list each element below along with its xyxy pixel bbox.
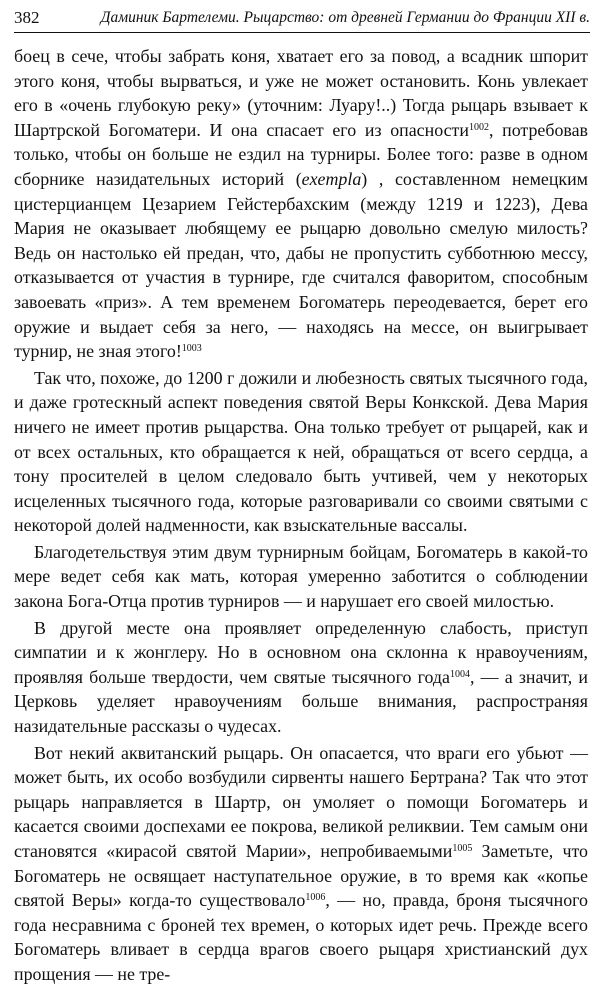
running-title: Даминик Бартелеми. Рыцарство: от древней Германии до Франции XII в. <box>100 9 590 26</box>
paragraph <box>14 540 588 614</box>
footnote-ref: 1006 <box>305 892 326 904</box>
body-text <box>14 44 588 989</box>
page-number: 382 <box>14 8 40 27</box>
italic-term: exempla <box>301 168 362 189</box>
text-run: боец в сече, чтобы забрать коня, хватает его за повод, а всадник шпорит этого коня, чтобы вырваться, и уже не может остановить. Конь увлекает его в «очень глубокую реку» (уточним: Луару!..) Тогда рыцарь взывает к Шартрской Богоматери. И она спасает его из опасности <box>14 46 588 140</box>
text-run: В другой месте она проявляет определенную слабость, приступ симпатии и к жонглеру. Но в основном она склонна к нравоучениям, проявляя больше твердости, чем святые тысячного года <box>14 617 588 687</box>
footnote-ref: 1004 <box>449 668 470 680</box>
footnote-ref: 1005 <box>452 843 473 854</box>
paragraph <box>14 616 588 739</box>
text-run: Заметьте, что Богоматерь не освящает наступательное оружие, в то время как «копье святой Веры» когда-то существовало <box>14 841 588 911</box>
page-header <box>14 6 590 33</box>
text-run: Так что, похоже, до 1200 г дожили и любезность святых тысячного года, и даже гротескный аспект поведения святой Веры Конкской. Дева Мария ничего не имеет против рыцарства. Она только требует от рыцарей, как и от всех остальных, кто обращается к ней, обращаться от всего сердца, а тону просителей в целом следовало быть учтивей, чем у некоторых исцеленных тысячного года, которые разговаривали со своими святыми с некоторой долей надменности, как взыскательные вассалы. <box>14 367 588 536</box>
footnote-ref: 1003 <box>181 343 202 355</box>
text-run: Вот некий аквитанский рыцарь. Он опасается, что враги его убьют — может быть, их особо возбудили сирвенты нашего Бертрана? Так что этот рыцарь направляется в Шартр, он умоляет о помощи Богоматерь и касается своими доспехами ее покрова, великой реликвии. Тем самым они становятся «кирасой святой Марии», непробиваемыми <box>14 742 588 861</box>
paragraph <box>14 366 588 538</box>
text-run: Благодетельствуя этим двум турнирным бойцам, Богоматерь в какой-то мере ведет себя как мать, которая умеренно заботится о соблюдении закона Бога-Отца против турниров — и нарушает его своей милостью. <box>14 541 588 612</box>
footnote-ref: 1002 <box>468 121 489 133</box>
paragraph <box>14 741 588 987</box>
text-run: , — но, правда, броня тысячного года несравнима с броней тех времен, о которых идет речь. Прежде всего Богоматерь вливает в сердца врагов своего рыцаря христианский дух прощения — не тре- <box>14 890 588 984</box>
text-run: ) , составленном немецким цистерцианцем Цезарием Гейстербахским (между 1219 и 1223), Дева Мария не оказывает любящему ее рыцарю довольно смелую милость? Ведь он настолько ей предан, что, дабы не пропустить субботнюю мессу, отказывается от участия в турнире, где считался фаворитом, способным завоевать «приз». А тем временем Богоматерь переодевается, берет его оружие и выдает себя за него, — находясь на мессе, он выигрывает турнир, не зная этого! <box>14 168 588 362</box>
text-run: , потребовав только, чтобы он больше не ездил на турниры. Более того: разве в одном сборнике назидательных историй ( <box>14 119 588 189</box>
paragraph <box>14 44 588 364</box>
text-run: , — а значит, и Церковь уделяет нравоучениям больше внимания, распространяя назидательные рассказы о чудесах. <box>14 666 588 737</box>
